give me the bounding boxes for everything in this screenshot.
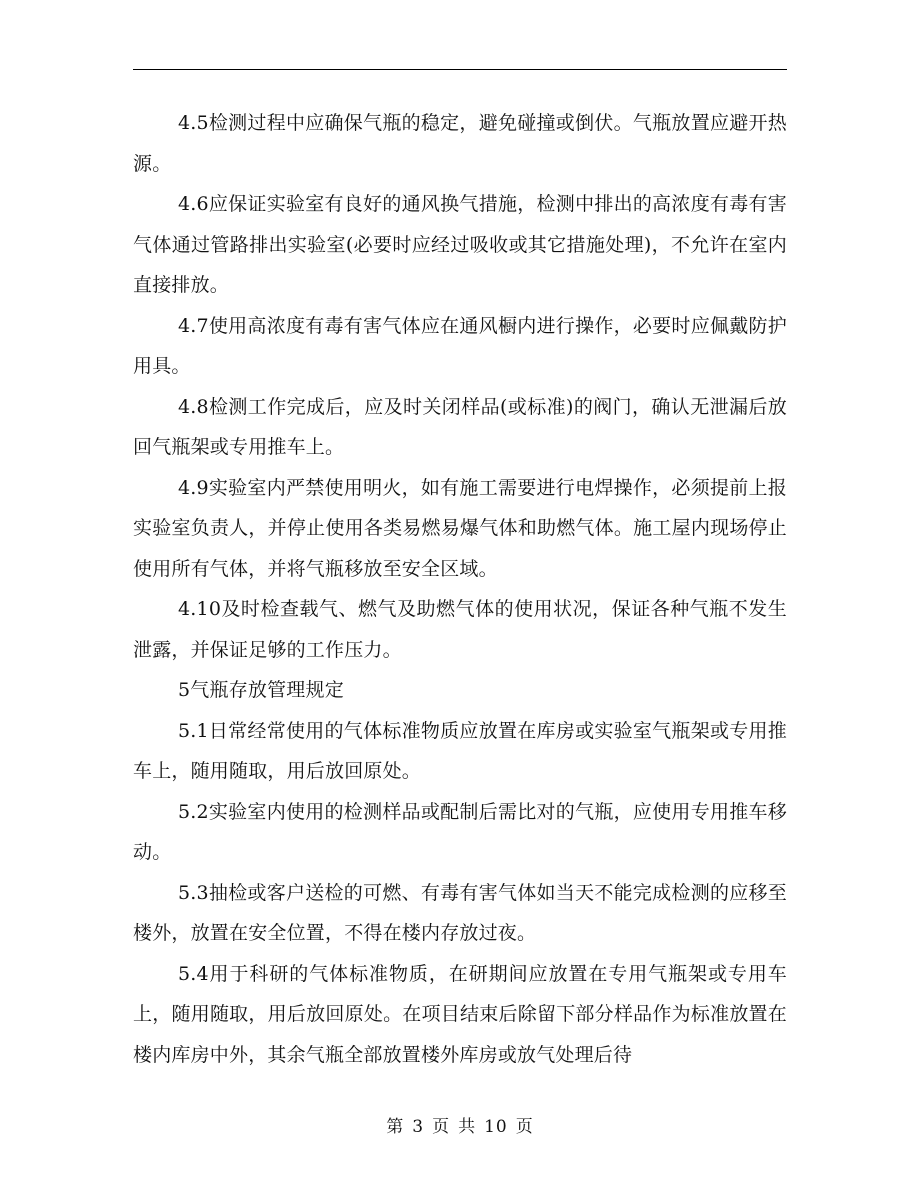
paragraph-5-3: 5.3抽检或客户送检的可燃、有毒有害气体如当天不能完成检测的应移至楼外，放置在安全位置，不得在楼内存放过夜。: [133, 881, 787, 944]
paragraph-5-1: 5.1日常经常使用的气体标准物质应放置在库房或实验室气瓶架或专用推车上，随用随取，用后放回原处。: [133, 719, 787, 782]
paragraph-4-5: 4.5检测过程中应确保气瓶的稳定，避免碰撞或倒伏。气瓶放置应避开热源。: [133, 112, 787, 175]
footer-total-pages: 10: [484, 1117, 508, 1137]
paragraph-4-8: 4.8检测工作完成后，应及时关闭样品(或标准)的阀门，确认无泄漏后放回气瓶架或专用推车上。: [133, 395, 787, 458]
paragraph-5-2: 5.2实验室内使用的检测样品或配制后需比对的气瓶，应使用专用推车移动。: [133, 800, 787, 863]
footer-suffix: 页: [515, 1117, 534, 1137]
footer-page-number: 3: [412, 1117, 425, 1137]
footer-total-label: 共: [458, 1117, 477, 1137]
page-footer: [0, 1112, 920, 1137]
footer-page-label: 页: [432, 1117, 451, 1137]
paragraph-4-7: 4.7使用高浓度有毒有害气体应在通风橱内进行操作，必要时应佩戴防护用具。: [133, 314, 787, 377]
footer-prefix: 第: [386, 1117, 405, 1137]
paragraph-4-6: 4.6应保证实验室有良好的通风换气措施，检测中排出的高浓度有毒有害气体通过管路排出实验室(必要时应经过吸收或其它措施处理)，不允许在室内直接排放。: [133, 193, 787, 296]
section-heading-5: 5气瓶存放管理规定: [178, 679, 344, 701]
paragraph-4-10: 4.10及时检查载气、燃气及助燃气体的使用状况，保证各种气瓶不发生泄露，并保证足够的工作压力。: [133, 598, 787, 661]
document-body: [133, 103, 787, 1075]
paragraph-4-9: 4.9实验室内严禁使用明火，如有施工需要进行电焊操作，必须提前上报实验室负责人，并停止使用各类易燃易爆气体和助燃气体。施工屋内现场停止使用所有气体，并将气瓶移放至安全区域。: [133, 476, 787, 580]
paragraph-5-4: 5.4用于科研的气体标准物质，在研期间应放置在专用气瓶架或专用车上，随用随取，用后放回原处。在项目结束后除留下部分样品作为标准放置在楼内库房中外，其余气瓶全部放置楼外库房或放气处理后待: [133, 962, 787, 1066]
header-rule: [133, 69, 787, 70]
